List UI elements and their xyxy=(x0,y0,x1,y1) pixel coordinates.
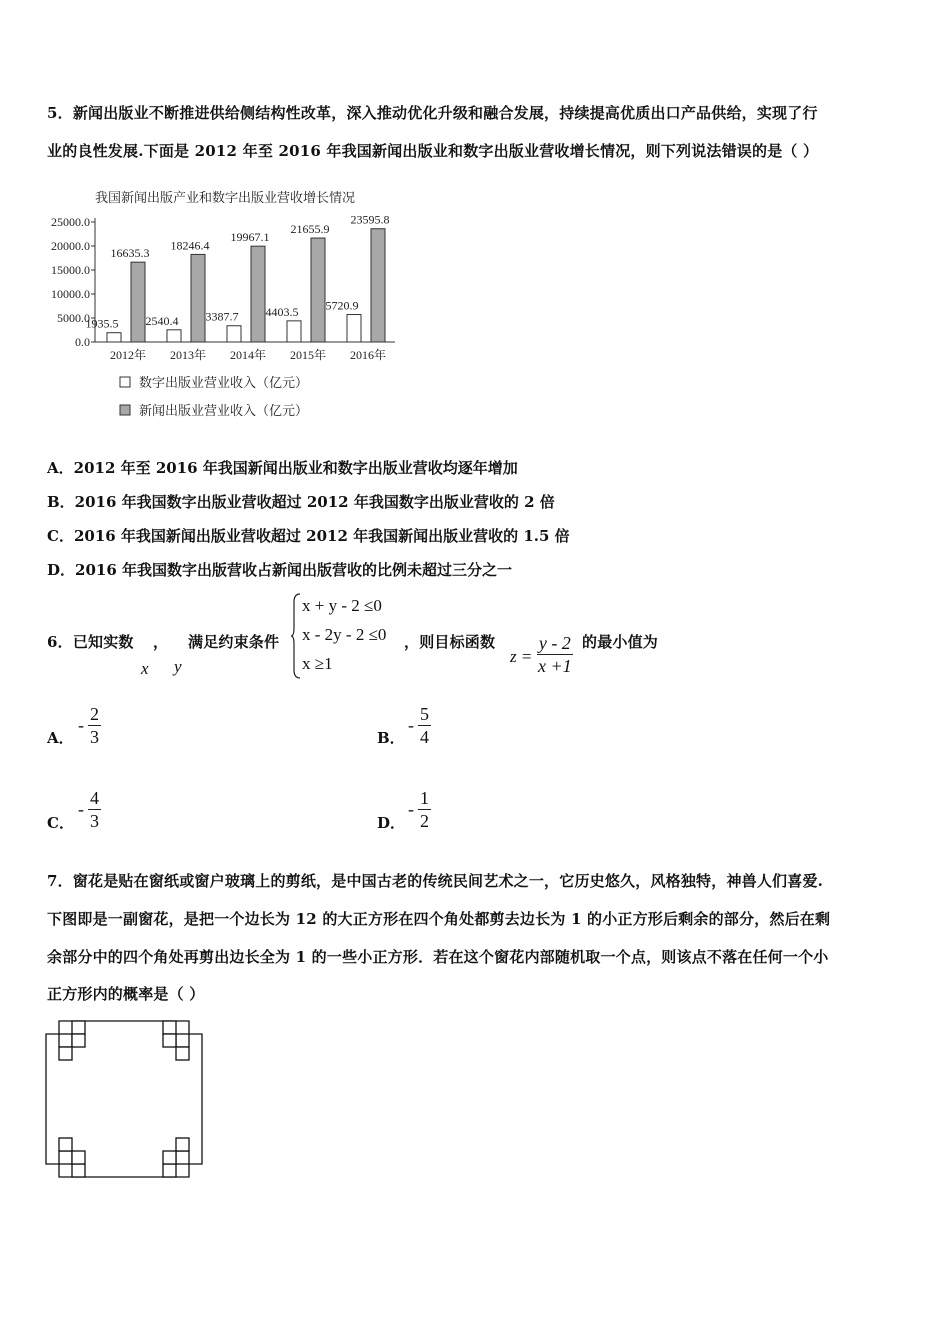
q5-option-b: B．2016 年我国数字出版业营收超过 2012 年我国数字出版业营收的 2 倍 xyxy=(47,493,555,511)
small-square xyxy=(59,1151,72,1164)
q6-option-d-value xyxy=(408,787,431,832)
q6-option-d-label: D． xyxy=(377,814,406,832)
q6-mid: 满足约束条件 xyxy=(188,633,280,651)
bar xyxy=(131,262,145,342)
small-square xyxy=(176,1047,189,1060)
constraint-2: x - 2y - 2 ≤0 xyxy=(302,625,387,644)
data-label: 19967.1 xyxy=(230,230,270,245)
constraint-1: x + y - 2 ≤0 xyxy=(302,596,382,615)
q7-text-line1: 7．窗花是贴在窗纸或窗户玻璃上的剪纸，是中国古老的传统民间艺术之一，它历史悠久，风格独特，神兽人们喜爱. xyxy=(47,872,824,890)
q6-var-y: y xyxy=(174,657,182,676)
bar xyxy=(251,246,265,342)
fraction-numerator: 4 xyxy=(90,788,99,808)
bar xyxy=(347,315,361,342)
q5-option-c: C．2016 年我国新闻出版业营收超过 2012 年我国新闻出版业营收的 1.5 倍 xyxy=(47,527,570,545)
q6-option-b-label: B． xyxy=(377,729,405,747)
q6-suffix: 的最小值为 xyxy=(582,633,659,651)
fraction-numerator: 5 xyxy=(420,704,429,724)
data-label: 5720.9 xyxy=(325,298,359,313)
q6-prefix: 6．已知实数 xyxy=(47,633,134,651)
y-tick-label: 0.0 xyxy=(75,335,90,349)
constraint-system xyxy=(302,591,386,678)
small-square xyxy=(59,1034,72,1047)
data-label: 3387.7 xyxy=(205,309,239,324)
y-tick-label: 20000.0 xyxy=(51,239,90,253)
q5-text-line1: 5．新闻出版业不断推进供给侧结构性改革，深入推动优化升级和融合发展，持续提高优质出口产品供给，实现了行 xyxy=(47,104,818,122)
revenue-bar-chart xyxy=(40,180,420,430)
q6-option-c-value xyxy=(78,787,101,832)
q6-option-b-value xyxy=(408,703,431,748)
objective-denominator: x +1 xyxy=(538,656,572,676)
minus-sign: - xyxy=(78,715,84,735)
q6-option-c-label: C． xyxy=(47,814,74,832)
chart-title: 我国新闻出版产业和数字出版业营收增长情况 xyxy=(95,190,356,205)
q7-text-line3: 余部分中的四个角处再剪出边长全为 1 的一些小正方形．若在这个窗花内部随机取一个点，则该点不落在任何一个小 xyxy=(47,948,829,966)
y-tick-label: 10000.0 xyxy=(51,287,90,301)
y-tick-label: 25000.0 xyxy=(51,215,90,229)
window-flower-figure xyxy=(40,1015,210,1185)
x-tick-label: 2014年 xyxy=(229,348,267,362)
q6-option-a-label: A． xyxy=(47,729,74,747)
minus-sign: - xyxy=(408,715,414,735)
small-square xyxy=(72,1164,85,1177)
constraint-3: x ≥1 xyxy=(302,654,333,673)
small-square xyxy=(72,1151,85,1164)
q6-var-x: x xyxy=(141,659,149,678)
small-square xyxy=(163,1021,176,1034)
bar xyxy=(287,321,301,342)
small-square xyxy=(72,1034,85,1047)
minus-sign: - xyxy=(408,799,414,819)
small-square xyxy=(163,1164,176,1177)
q7-text-line2: 下图即是一副窗花，是把一个边长为 12 的大正方形在四个角处都剪去边长为 1 的小正方形后剩余的部分，然后在剩 xyxy=(47,910,831,928)
bar xyxy=(167,330,181,342)
fraction-denominator: 3 xyxy=(90,727,99,747)
legend-swatch xyxy=(120,377,130,387)
data-label: 23595.8 xyxy=(350,212,390,227)
y-tick-label: 5000.0 xyxy=(57,311,90,325)
bar xyxy=(107,333,121,342)
y-tick-label: 15000.0 xyxy=(51,263,90,277)
small-square xyxy=(59,1138,72,1151)
q5-option-a: A．2012 年至 2016 年我国新闻出版业和数字出版业营收均逐年增加 xyxy=(47,459,518,477)
bar xyxy=(311,238,325,342)
objective-numerator: y - 2 xyxy=(538,633,571,653)
small-square xyxy=(59,1047,72,1060)
objective-lhs: z = xyxy=(510,647,533,666)
legend-label: 新闻出版业营业收入（亿元） xyxy=(139,403,309,418)
small-square xyxy=(176,1034,189,1047)
data-label: 16635.3 xyxy=(110,246,150,261)
bar xyxy=(227,326,241,342)
data-label: 4403.5 xyxy=(265,304,299,319)
x-tick-label: 2015年 xyxy=(289,348,327,362)
q5-option-d: D．2016 年我国数字出版营收占新闻出版营收的比例未超过三分之一 xyxy=(47,561,512,579)
data-label: 2540.4 xyxy=(145,313,179,328)
small-square xyxy=(176,1138,189,1151)
x-tick-label: 2016年 xyxy=(349,348,387,362)
q6-comma: ， xyxy=(153,633,169,651)
legend-swatch xyxy=(120,405,130,415)
fraction-denominator: 3 xyxy=(90,811,99,831)
legend-label: 数字出版业营业收入（亿元） xyxy=(139,375,309,390)
small-square xyxy=(163,1151,176,1164)
small-square xyxy=(176,1151,189,1164)
x-tick-label: 2012年 xyxy=(109,348,147,362)
q6-option-a-value xyxy=(78,703,101,748)
x-tick-label: 2013年 xyxy=(169,348,207,362)
fraction-numerator: 1 xyxy=(420,788,429,808)
system-brace xyxy=(290,592,302,680)
bar xyxy=(371,229,385,342)
q5-text-line2: 业的良性发展.下面是 2012 年至 2016 年我国新闻出版业和数字出版业营收增长情况，则下列说法错误的是（ ） xyxy=(47,142,819,160)
q7-text-line4: 正方形内的概率是（ ） xyxy=(47,985,205,1003)
data-label: 21655.9 xyxy=(290,222,330,237)
fraction-denominator: 2 xyxy=(420,811,429,831)
data-label: 18246.4 xyxy=(170,238,210,253)
fraction-denominator: 4 xyxy=(420,727,429,747)
small-square xyxy=(163,1034,176,1047)
minus-sign: - xyxy=(78,799,84,819)
fraction-numerator: 2 xyxy=(90,704,99,724)
q6-after: ，则目标函数 xyxy=(404,633,496,651)
objective-fraction xyxy=(536,632,574,677)
bar xyxy=(191,254,205,342)
data-label: 1935.5 xyxy=(85,316,119,331)
small-square xyxy=(72,1021,85,1034)
